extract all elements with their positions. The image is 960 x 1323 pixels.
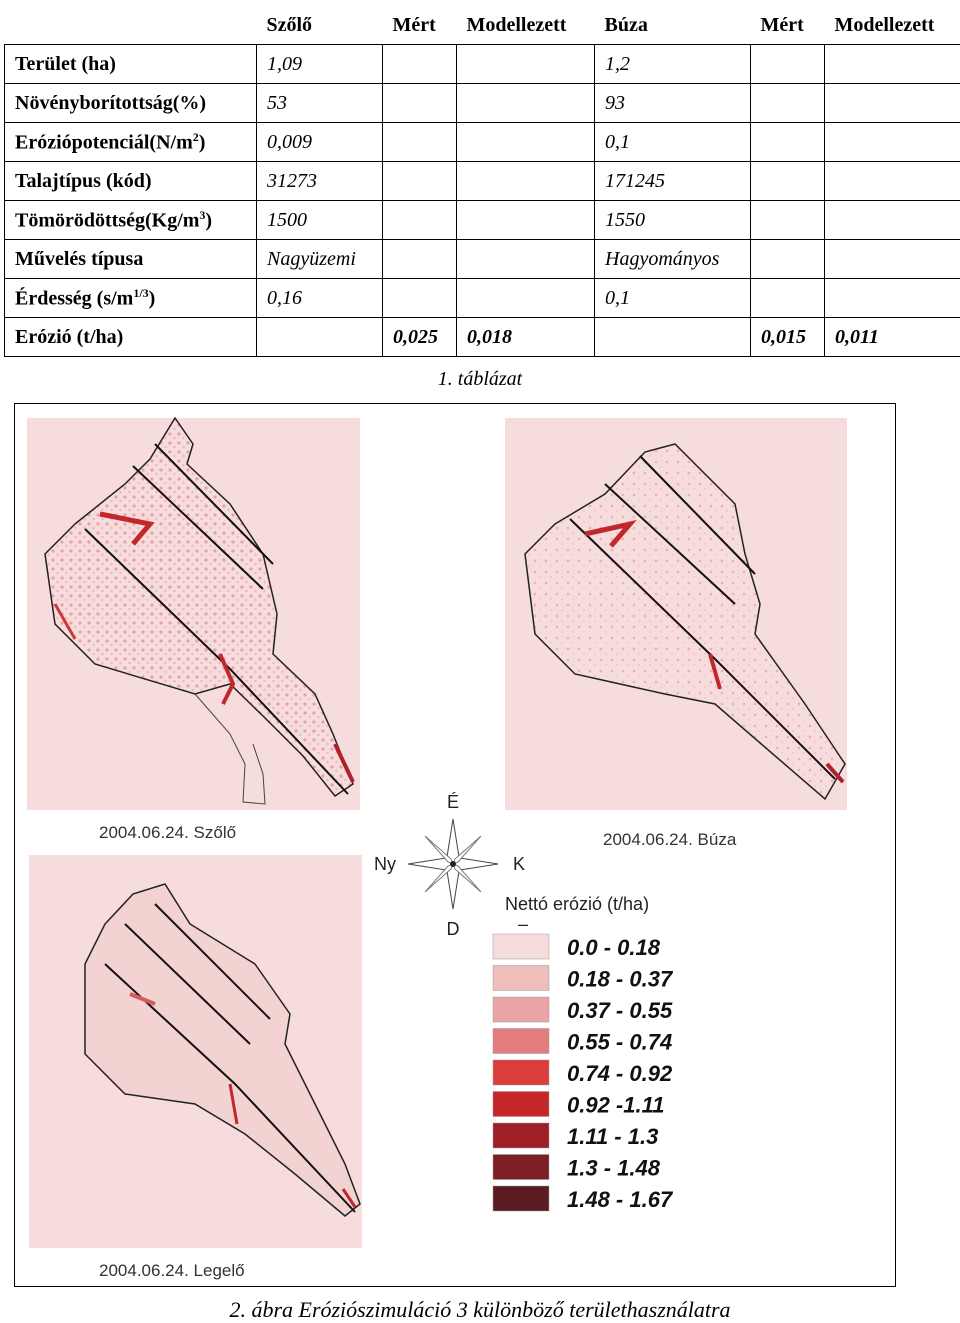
table-row [5, 279, 960, 318]
legend-dash: – [518, 914, 528, 934]
data-table [4, 6, 960, 357]
row-label-after: ) [199, 131, 206, 153]
row-label-text: Talajtípus (kód) [15, 170, 152, 192]
cell-buza: 0,1 [595, 123, 751, 162]
row-label [5, 201, 257, 240]
cell-buza-mert [751, 84, 825, 123]
table-row [5, 162, 960, 201]
cell-szolo: 1,09 [257, 45, 383, 84]
row-label [5, 123, 257, 162]
compass-rose [408, 819, 498, 909]
cell-szolo: 53 [257, 84, 383, 123]
table-row [5, 201, 960, 240]
cell-buza-mert [751, 162, 825, 201]
cell-szolo-mert [383, 45, 457, 84]
legend-swatch [493, 1060, 549, 1085]
table-header-cell: Mért [751, 6, 825, 45]
cell-szolo-model [457, 240, 595, 279]
cell-buza [595, 318, 751, 357]
cell-szolo: 0,16 [257, 279, 383, 318]
row-label-text: Érdesség (s/m [15, 287, 133, 309]
legend-label: 0.74 - 0.92 [567, 1061, 673, 1086]
row-label-after: ) [205, 209, 212, 231]
legend-swatch [493, 966, 549, 991]
cell-szolo: Nagyüzemi [257, 240, 383, 279]
cell-szolo: 1500 [257, 201, 383, 240]
legend-label: 0.92 -1.11 [567, 1093, 664, 1118]
row-label-text: Tömörödöttség(Kg/m [15, 209, 199, 231]
row-label-text: Eróziópotenciál(N/m [15, 131, 193, 153]
cell-szolo-mert [383, 84, 457, 123]
cell-buza-model [825, 201, 960, 240]
cell-buza-model: 0,011 [825, 318, 960, 357]
legend-swatch [493, 1092, 549, 1117]
map-label-szolo: 2004.06.24. Szőlő [99, 823, 236, 842]
compass-east: K [513, 854, 525, 874]
cell-szolo-model [457, 201, 595, 240]
map-buza [505, 418, 847, 810]
table-header-cell: Szőlő [257, 6, 383, 45]
table-header-cell: Mért [383, 6, 457, 45]
map-label-buza: 2004.06.24. Búza [603, 830, 737, 849]
cell-buza-mert [751, 279, 825, 318]
cell-szolo-model [457, 45, 595, 84]
cell-szolo-mert [383, 279, 457, 318]
row-label-text: Növényborítottság(%) [15, 92, 206, 114]
cell-szolo-mert [383, 240, 457, 279]
cell-szolo: 31273 [257, 162, 383, 201]
row-label-text: Terület (ha) [15, 53, 116, 75]
row-label-text: Erózió (t/ha) [15, 326, 123, 348]
cell-buza: 1,2 [595, 45, 751, 84]
legend-swatch [493, 1186, 549, 1211]
legend-swatch [493, 1155, 549, 1180]
row-label-text: Művelés típusa [15, 248, 143, 270]
cell-buza-mert [751, 123, 825, 162]
table-header-cell: Modellezett [457, 6, 595, 45]
map-szolo [27, 418, 360, 810]
cell-buza: Hagyományos [595, 240, 751, 279]
row-label [5, 84, 257, 123]
legend-label: 0.0 - 0.18 [567, 935, 661, 960]
table-header-cell [5, 6, 257, 45]
table-header-row [5, 6, 960, 45]
compass-north: É [447, 792, 459, 812]
row-label [5, 318, 257, 357]
cell-szolo [257, 318, 383, 357]
cell-buza: 171245 [595, 162, 751, 201]
cell-szolo-model [457, 84, 595, 123]
table-row [5, 45, 960, 84]
cell-buza-mert [751, 201, 825, 240]
table-header-cell: Modellezett [825, 6, 960, 45]
cell-buza-model [825, 279, 960, 318]
legend-swatch [493, 934, 549, 959]
legend-swatch [493, 997, 549, 1022]
cell-buza-mert: 0,015 [751, 318, 825, 357]
cell-szolo-model: 0,018 [457, 318, 595, 357]
cell-szolo-mert [383, 162, 457, 201]
cell-szolo-mert [383, 123, 457, 162]
row-label-sup: 1/3 [133, 286, 148, 300]
cell-buza-model [825, 84, 960, 123]
cell-buza-model [825, 45, 960, 84]
row-label [5, 162, 257, 201]
legend-label: 1.3 - 1.48 [567, 1156, 661, 1181]
table-body [5, 45, 960, 357]
cell-buza-model [825, 123, 960, 162]
compass-south: D [447, 919, 460, 939]
cell-buza-model [825, 162, 960, 201]
row-label-after: ) [149, 287, 156, 309]
cell-buza: 0,1 [595, 279, 751, 318]
legend-swatch [493, 1029, 549, 1054]
legend-label: 0.55 - 0.74 [567, 1030, 672, 1055]
legend-title: Nettó erózió (t/ha) [505, 894, 649, 914]
cell-szolo-mert: 0,025 [383, 318, 457, 357]
cell-szolo-model [457, 123, 595, 162]
table-row [5, 240, 960, 279]
map-legelo [29, 855, 362, 1248]
legend-swatch [493, 1123, 549, 1148]
row-label [5, 45, 257, 84]
cell-szolo-model [457, 279, 595, 318]
legend-label: 1.11 - 1.3 [567, 1124, 658, 1149]
row-label [5, 240, 257, 279]
cell-szolo-model [457, 162, 595, 201]
cell-buza-mert [751, 45, 825, 84]
cell-buza: 1550 [595, 201, 751, 240]
table-row [5, 84, 960, 123]
legend-label: 0.37 - 0.55 [567, 998, 673, 1023]
row-label-sup: 2 [193, 130, 199, 144]
cell-szolo-mert [383, 201, 457, 240]
table-row [5, 318, 960, 357]
table-header-cell: Búza [595, 6, 751, 45]
map-label-legelo: 2004.06.24. Legelő [99, 1261, 245, 1280]
compass-west: Ny [374, 854, 396, 874]
cell-buza: 93 [595, 84, 751, 123]
legend-label: 1.48 - 1.67 [567, 1187, 674, 1212]
legend-label: 0.18 - 0.37 [567, 967, 674, 992]
cell-szolo: 0,009 [257, 123, 383, 162]
row-label [5, 279, 257, 318]
figure-canvas [15, 404, 895, 1286]
table-row [5, 123, 960, 162]
row-label-sup: 3 [199, 208, 205, 222]
table-caption: 1. táblázat [0, 368, 960, 391]
cell-buza-mert [751, 240, 825, 279]
figure-caption: 2. ábra Eróziószimuláció 3 különböző területhasználatra [0, 1297, 960, 1323]
legend [493, 934, 674, 1212]
erosion-figure [14, 403, 896, 1287]
cell-buza-model [825, 240, 960, 279]
